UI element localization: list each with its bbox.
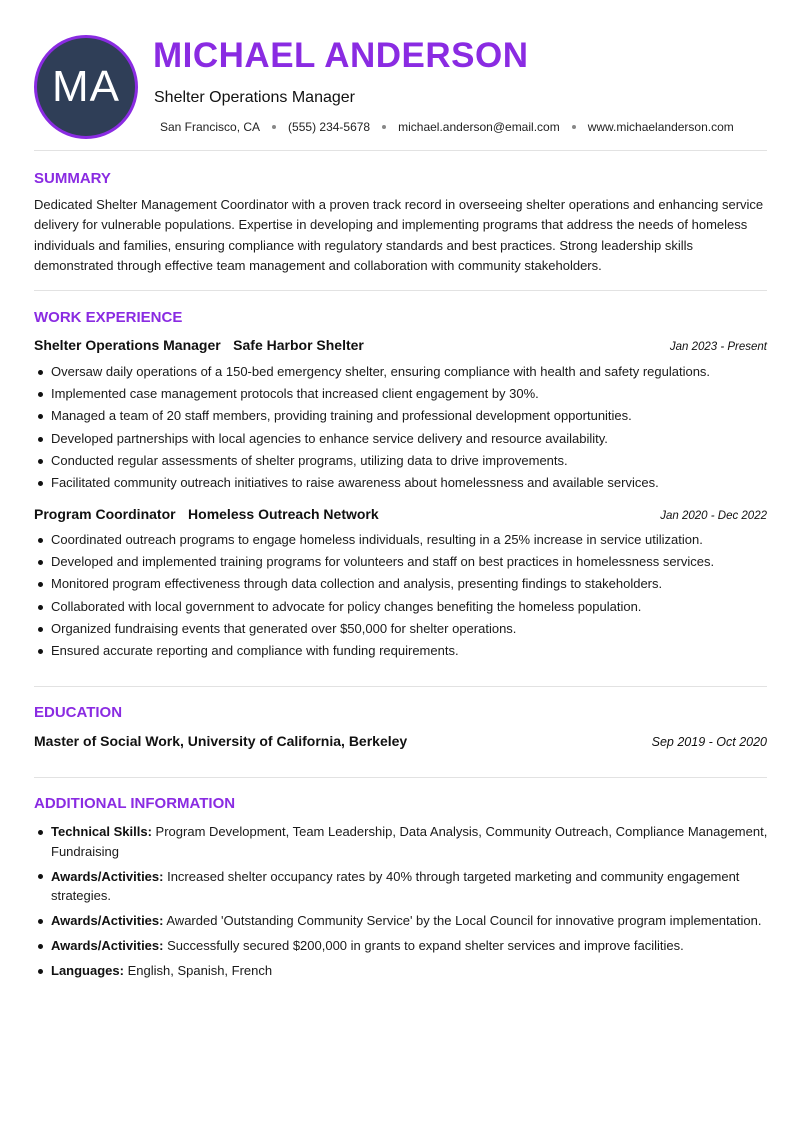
list-item: Conducted regular assessments of shelter programs, utilizing data to drive improvements. xyxy=(34,452,769,474)
item-label: Awards/Activities: xyxy=(51,938,164,953)
summary-text: Dedicated Shelter Management Coordinator with a proven track record in overseeing shelter operations and enhancing service delivery for vulnerable populations. Expertise in developing and implementing programs that address the needs of homeless individuals and families, ensuring compliance with regulatory standards and best practices. Strong leadership skills demonstrated through effective team management and collaboration with community stakeholders. xyxy=(34,197,764,273)
job-company: Safe Harbor Shelter xyxy=(233,337,364,353)
job-title-company xyxy=(34,506,379,524)
item-label: Technical Skills: xyxy=(51,824,152,839)
dot-separator-icon xyxy=(572,125,576,129)
list-item xyxy=(34,911,769,931)
list-item: Developed partnerships with local agencies to enhance service delivery and resource availability. xyxy=(34,430,769,452)
item-label: Awards/Activities: xyxy=(51,913,164,928)
job-header xyxy=(34,506,767,524)
contact-email[interactable]: michael.anderson@email.com xyxy=(398,120,560,134)
job-dates: Jan 2020 - Dec 2022 xyxy=(660,510,767,522)
contact-location: San Francisco, CA xyxy=(160,120,261,134)
divider xyxy=(34,290,767,291)
dot-separator-icon xyxy=(382,125,386,129)
job-title-company xyxy=(34,337,364,355)
item-text: Awarded 'Outstanding Community Service' by the Local Council for innovative program implementation. xyxy=(166,913,762,928)
divider xyxy=(34,686,767,687)
item-text: Increased shelter occupancy rates by 40% through targeted marketing and community engagement strategies. xyxy=(51,868,740,903)
list-item: Implemented case management protocols that increased client engagement by 30%. xyxy=(34,385,769,407)
item-text: Program Development, Team Leadership, Data Analysis, Community Outreach, Compliance Management, Fundraising xyxy=(51,824,768,859)
job-bullets xyxy=(34,531,769,664)
education-degree: Master of Social Work, University of California, Berkeley xyxy=(34,733,408,749)
list-item xyxy=(34,961,769,981)
job-company: Homeless Outreach Network xyxy=(188,506,379,522)
divider xyxy=(34,777,767,778)
candidate-title: Shelter Operations Manager xyxy=(154,89,355,106)
list-item: Monitored program effectiveness through data collection and analysis, presenting findings to stakeholders. xyxy=(34,575,769,597)
list-item: Collaborated with local government to advocate for policy changes benefiting the homeless population. xyxy=(34,598,769,620)
education-dates: Sep 2019 - Oct 2020 xyxy=(651,735,767,749)
job-dates: Jan 2023 - Present xyxy=(669,341,767,353)
list-item: Facilitated community outreach initiatives to raise awareness about homelessness and available services. xyxy=(34,474,769,496)
education-entry xyxy=(34,733,767,749)
item-text: English, Spanish, French xyxy=(127,963,273,978)
contact-phone: (555) 234-5678 xyxy=(288,120,371,134)
contact-website[interactable]: www.michaelanderson.com xyxy=(587,120,734,134)
candidate-name: MICHAEL ANDERSON xyxy=(153,36,529,75)
job-bullets xyxy=(34,363,769,496)
avatar-initials: MA xyxy=(52,62,120,111)
contact-bar xyxy=(160,120,734,134)
education-heading: EDUCATION xyxy=(34,704,123,721)
avatar xyxy=(34,35,138,139)
summary-heading: SUMMARY xyxy=(34,170,111,187)
item-label: Languages: xyxy=(51,963,124,978)
list-item xyxy=(34,867,769,906)
list-item xyxy=(34,822,769,861)
item-label: Awards/Activities: xyxy=(51,868,164,884)
job-role: Program Coordinator xyxy=(34,506,176,522)
list-item: Oversaw daily operations of a 150-bed emergency shelter, ensuring compliance with health and safety regulations. xyxy=(34,363,769,385)
list-item: Coordinated outreach programs to engage homeless individuals, resulting in a 25% increase in service utilization. xyxy=(34,531,769,553)
list-item: Ensured accurate reporting and compliance with funding requirements. xyxy=(34,642,769,664)
job-header xyxy=(34,337,767,355)
additional-list xyxy=(34,822,769,986)
list-item: Managed a team of 20 staff members, providing training and professional development opportunities. xyxy=(34,407,769,429)
dot-separator-icon xyxy=(272,125,276,129)
experience-heading: WORK EXPERIENCE xyxy=(34,309,183,326)
list-item xyxy=(34,936,769,956)
job-role: Shelter Operations Manager xyxy=(34,337,221,353)
item-text: Successfully secured $200,000 in grants to expand shelter services and improve facilities. xyxy=(167,938,684,953)
additional-heading: ADDITIONAL INFORMATION xyxy=(34,795,236,812)
list-item: Developed and implemented training programs for volunteers and staff on best practices in homelessness services. xyxy=(34,553,769,575)
divider xyxy=(34,150,767,151)
list-item: Organized fundraising events that generated over $50,000 for shelter operations. xyxy=(34,620,769,642)
